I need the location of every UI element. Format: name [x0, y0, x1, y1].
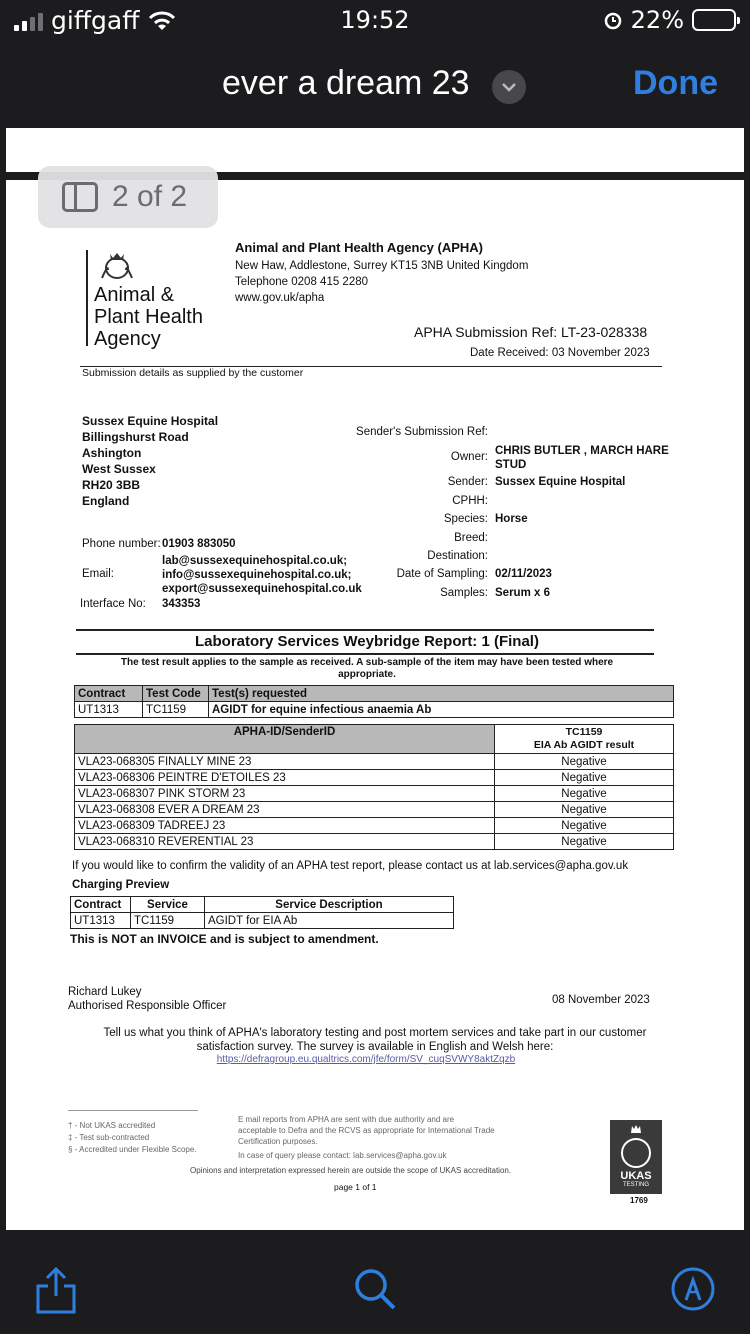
samples-value: Serum x 6	[495, 587, 550, 599]
battery-icon	[692, 9, 736, 31]
sidebar-icon	[62, 182, 98, 212]
sampling-date-label: Date of Sampling:	[396, 568, 488, 580]
table-row: VLA23-068310 REVERENTIAL 23 Negative	[75, 834, 674, 850]
table-row: UT1313 TC1159 AGIDT for equine infectious anaemia Ab	[75, 702, 674, 718]
page-indicator-label: 2 of 2	[112, 180, 188, 213]
sender-label: Sender:	[447, 476, 488, 488]
cphh-label: CPHH:	[452, 495, 488, 507]
chevron-down-icon	[501, 82, 517, 92]
agency-address: New Haw, Addlestone, Surrey KT15 3NB United Kingdom	[235, 260, 529, 272]
alarm-icon	[603, 10, 623, 30]
email-label: Email:	[82, 568, 114, 580]
interface-value: 343353	[162, 598, 201, 610]
ukas-logo: UKAS TESTING	[610, 1120, 662, 1194]
senders-ref-label: Sender's Submission Ref:	[356, 426, 488, 438]
signatory-role: Authorised Responsible Officer	[68, 1000, 227, 1012]
share-icon[interactable]	[34, 1266, 78, 1314]
signatory-name: Richard Lukey	[68, 986, 142, 998]
results-column-header: TC1159 EIA Ab AGIDT result	[495, 725, 674, 754]
agency-website: www.gov.uk/apha	[235, 292, 325, 304]
not-invoice-note: This is NOT an INVOICE and is subject to amendment.	[70, 932, 379, 946]
test-request-table	[74, 685, 674, 718]
crown-icon	[630, 1124, 642, 1134]
report-rule-bottom	[76, 653, 654, 655]
agency-name: Animal and Plant Health Agency (APHA)	[235, 240, 483, 255]
survey-text: Tell us what you think of APHA's laboratory testing and post mortem services and take part in our customer satisfaction survey. The survey is available in English and Welsh here:	[103, 1027, 647, 1053]
carrier-label: giffgaff	[51, 6, 140, 35]
done-button[interactable]: Done	[633, 64, 718, 102]
customer-address: Sussex Equine Hospital Billingshurst Road Ashington West Sussex RH20 3BB England	[82, 414, 219, 508]
validity-note: If you would like to confirm the validity of an APHA test report, please contact us at lab.services@apha.gov.uk	[72, 860, 629, 872]
report-rule-top	[76, 629, 654, 631]
table-row: VLA23-068309 TADREEJ 23 Negative	[75, 818, 674, 834]
battery-group	[603, 6, 736, 34]
opinions-note: Opinions and interpretation expressed herein are outside the scope of UKAS accreditation.	[190, 1166, 512, 1175]
table-row: VLA23-068306 PEINTRE D'ETOILES 23 Negative	[75, 770, 674, 786]
report-note: The test result applies to the sample as received. A sub-sample of the item may have been tested where appropriate.	[120, 657, 614, 680]
markup-icon[interactable]	[670, 1266, 716, 1312]
status-time: 19:52	[340, 6, 410, 34]
phone-label: Phone number:	[82, 538, 161, 550]
submission-ref: APHA Submission Ref: LT-23-028338	[414, 324, 648, 340]
ukas-ring-icon	[621, 1138, 651, 1168]
destination-label: Destination:	[427, 550, 488, 562]
battery-percent: 22%	[630, 6, 684, 34]
footer-text: E mail reports from APHA are sent with due authority and are acceptable to Defra and the RCVS as appropriate for International Trade Certification purposes. In case of query please contact: lab.services@apha.gov.uk	[238, 1115, 495, 1160]
agency-telephone: Telephone 0208 415 2280	[235, 276, 369, 288]
phone-value: 01903 883050	[162, 538, 236, 550]
charging-preview-label: Charging Preview	[72, 879, 170, 891]
email-values: lab@sussexequinehospital.co.uk; info@sussexequinehospital.co.uk; export@sussexequinehospital.co.uk	[162, 555, 362, 595]
table-row: VLA23-068308 EVER A DREAM 23 Negative	[75, 802, 674, 818]
sender-value: Sussex Equine Hospital	[495, 476, 626, 488]
results-table	[74, 724, 674, 850]
document-title: ever a dream 23	[222, 64, 470, 102]
status-bar	[0, 0, 750, 44]
sampling-date-value: 02/11/2023	[495, 568, 552, 580]
document-page[interactable]	[6, 180, 744, 1230]
samples-label: Samples:	[440, 587, 488, 599]
owner-label: Owner:	[450, 451, 488, 463]
ukas-number: 1769	[630, 1196, 648, 1205]
survey-link[interactable]: https://defragroup.eu.qualtrics.com/jfe/form/SV_cuqSVWY8aktZqzb	[216, 1054, 516, 1065]
page-number: page 1 of 1	[334, 1182, 377, 1192]
bottom-toolbar	[0, 1236, 750, 1334]
royal-crest-icon	[98, 248, 136, 282]
table-row: UT1313 TC1159 AGIDT for EIA Ab	[71, 913, 454, 929]
submission-details-label: Submission details as supplied by the customer	[82, 367, 304, 379]
agency-logo: Animal & Plant Health Agency	[94, 284, 203, 350]
report-title: Laboratory Services Weybridge Report: 1 (Final)	[195, 633, 539, 650]
title-menu-button[interactable]	[492, 70, 526, 104]
species-label: Species:	[443, 513, 488, 525]
date-received: Date Received: 03 November 2023	[470, 347, 650, 359]
footer-rule	[68, 1110, 198, 1111]
table-header-row: Contract Service Service Description	[71, 897, 454, 913]
table-row: VLA23-068307 PINK STORM 23 Negative	[75, 786, 674, 802]
nav-bar	[0, 50, 750, 120]
table-row: VLA23-068305 FINALLY MINE 23 Negative	[75, 754, 674, 770]
search-icon[interactable]	[352, 1266, 398, 1312]
sign-date: 08 November 2023	[552, 994, 650, 1006]
footnotes: † - Not UKAS accredited ‡ - Test sub-contracted § - Accredited under Flexible Scope.	[68, 1121, 197, 1154]
results-header-row: APHA-ID/SenderID TC1159 EIA Ab AGIDT result	[75, 725, 674, 754]
owner-value: CHRIS BUTLER , MARCH HARE STUD	[495, 445, 669, 471]
logo-divider	[86, 250, 88, 346]
species-value: Horse	[495, 513, 528, 525]
charge-table	[70, 896, 454, 929]
page-indicator[interactable]	[38, 166, 218, 228]
breed-label: Breed:	[454, 532, 488, 544]
table-header-row: Contract Test Code Test(s) requested	[75, 686, 674, 702]
interface-label: Interface No:	[80, 598, 146, 610]
